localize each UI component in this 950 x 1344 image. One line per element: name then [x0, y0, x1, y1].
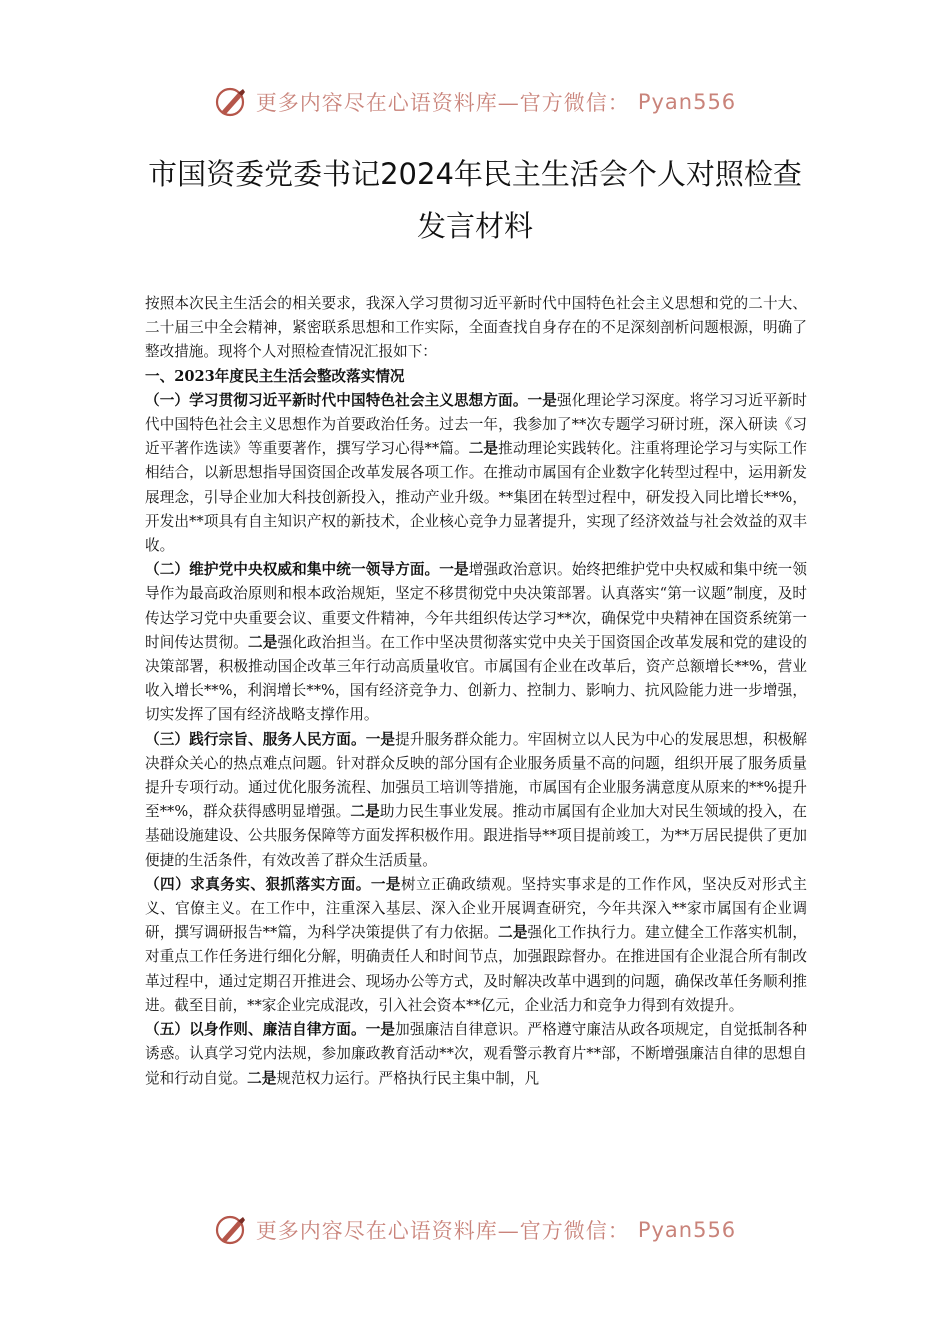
item-paragraph [145, 1018, 807, 1091]
item-text: 加强廉洁自律意识。严格遵守廉洁从政各项规定，自觉抵制各种诱惑。认真学习党内法规，参加廉政教育活动**次，观看警示教育片**部，不断增强廉洁自律的思想自觉和行动自觉。 [145, 1021, 807, 1087]
item-keyword: 一是 [365, 730, 396, 748]
item-heading: （五）以身作则、廉洁自律方面。 [145, 1021, 366, 1039]
item-keyword: 一是 [370, 875, 401, 893]
item-text: 规范权力运行。严格执行民主集中制，凡 [276, 1069, 540, 1087]
item-text: 强化政治担当。在工作中坚决贯彻落实党中央关于国资国企改革发展和党的建设的决策部署，积极推动国企改革三年行动高质量收官。市属国有企业在改革后，资产总额增长**%，营业收入增长**%，利润增长**%，国有经济竞争力、创新力、控制力、影响力、抗风险能力进一步增强，切实发挥了国有经济战略支撑作用。 [145, 633, 807, 724]
item-paragraph [145, 389, 807, 558]
item-text: 推动理论实践转化。注重将理论学习与实际工作相结合，以新思想指导国资国企改革发展各项工作。在推动市属国有企业数字化转型过程中，运用新发展理念，引导企业加大科技创新投入，推动产业升级。**集团在转型过程中，研发投入同比增长**%，开发出**项具有自主知识产权的新技术，企业核心竞争力显著提升，实现了经济效益与社会效益的双丰收。 [145, 440, 807, 555]
item-keyword: 一是 [365, 1021, 396, 1039]
section-heading: 一、2023年度民主生活会整改落实情况 [145, 367, 405, 385]
document-body [145, 292, 807, 1091]
pen-logo-icon [214, 1213, 248, 1247]
item-keyword: 二是 [350, 803, 380, 821]
title-line-2: 发言材料 [416, 209, 533, 243]
item-paragraph [145, 873, 807, 1018]
item-text: 提升服务群众能力。牢固树立以人民为中心的发展思想，积极解决群众关心的热点难点问题。针对群众反映的部分国有企业服务质量不高的问题，组织开展了服务质量提升专项行动。通过优化服务流程、加强员工培训等措施，市属国有企业服务满意度从原来的**%提升至**%，群众获得感明显增强。 [145, 730, 807, 821]
item-paragraph [145, 558, 807, 727]
item-text: 增强政治意识。始终把维护党中央权威和集中统一领导作为最高政治原则和根本政治规矩，坚定不移贯彻党中央决策部署。认真落实“第一议题”制度，及时传达学习党中央重要会议、重要文件精神，今年共组织传达学习**次，确保党中央精神在国资系统第一时间传达贯彻。 [145, 561, 807, 651]
watermark-text: 更多内容尽在心语资料库—官方微信： [255, 91, 630, 115]
document-title [120, 148, 830, 252]
item-keyword: 二是 [468, 440, 499, 458]
item-text: 强化工作执行力。建立健全工作落实机制，对重点工作任务进行细化分解，明确责任人和时间节点，加强跟踪督办。在推进国有企业混合所有制改革过程中，通过定期召开推进会、现场办公等方式，及时解决改革中遇到的问题，确保改革任务顺利推进。截至目前，**家企业完成混改，引入社会资本**亿元，企业活力和竞争力得到有效提升。 [145, 924, 807, 1014]
watermark-wechat-id: Pyan556 [637, 1218, 737, 1242]
item-text: 强化理论学习深度。将学习习近平新时代中国特色社会主义思想作为首要政治任务。过去一年，我参加了**次专题学习研讨班，深入研读《习近平著作选读》等重要著作，撰写学习心得**篇。 [145, 391, 807, 458]
item-heading: （一）学习贯彻习近平新时代中国特色社会主义思想方面。 [145, 391, 528, 409]
watermark-wechat-id: Pyan556 [637, 90, 737, 114]
item-keyword: 二是 [248, 633, 278, 651]
item-paragraph [145, 728, 807, 873]
intro-paragraph: 按照本次民主生活会的相关要求，我深入学习贯彻习近平新时代中国特色社会主义思想和党的二十大、二十届三中全会精神，紧密联系思想和工作实际，全面查找自身存在的不足深刻剖析问题根源，明确了整改措施。现将个人对照检查情况汇报如下： [145, 295, 807, 361]
item-heading: （四）求真务实、狠抓落实方面。 [145, 875, 371, 893]
item-text: 助力民生事业发展。推动市属国有企业加大对民生领域的投入，在基础设施建设、公共服务保障等方面发挥积极作用。跟进指导**项目提前竣工，为**万居民提供了更加便捷的生活条件，有效改善了群众生活质量。 [145, 803, 807, 869]
watermark-footer [0, 1210, 950, 1250]
item-keyword: 二是 [498, 924, 528, 942]
title-line-1: 市国资委党委书记2024年民主生活会个人对照检查 [148, 157, 802, 191]
item-keyword: 一是 [439, 561, 469, 579]
watermark-header [0, 82, 950, 122]
item-keyword: 一是 [527, 391, 557, 409]
watermark-text: 更多内容尽在心语资料库—官方微信： [255, 1219, 630, 1243]
item-keyword: 二是 [247, 1069, 277, 1087]
item-heading: （二）维护党中央权威和集中统一领导方面。 [145, 561, 440, 579]
pen-logo-icon [214, 85, 248, 119]
item-heading: （三）践行宗旨、服务人民方面。 [145, 730, 366, 748]
item-text: 树立正确政绩观。坚持实事求是的工作作风，坚决反对形式主义、官僚主义。在工作中，注重深入基层、深入企业开展调查研究，今年共深入**家市属国有企业调研，撰写调研报告**篇，为科学决策提供了有力依据。 [145, 875, 807, 942]
